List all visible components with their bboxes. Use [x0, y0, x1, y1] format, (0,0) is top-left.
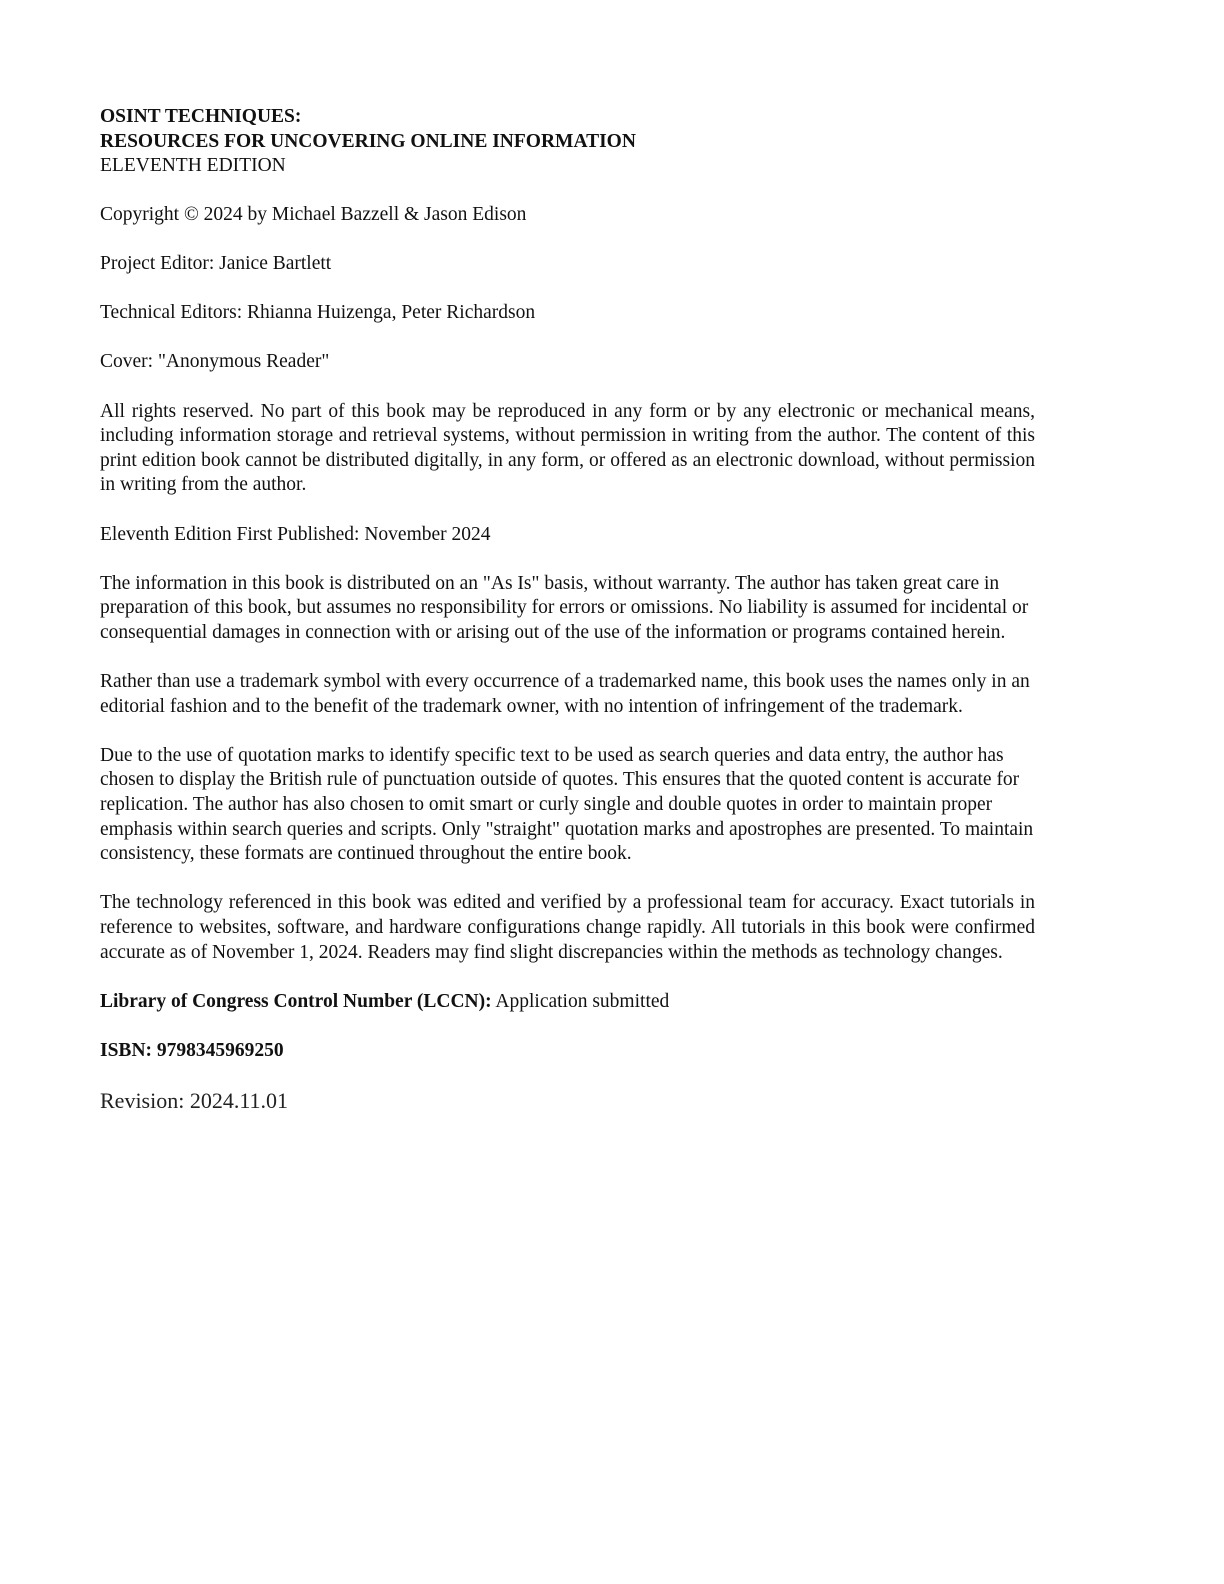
lccn-line — [100, 990, 1035, 1015]
quotation-paragraph: Due to the use of quotation marks to identify specific text to be used as search queries and data entry, the author has chosen to display the British rule of punctuation outside of quotes. This ensures that the quoted content is accurate for replication. The author has also chosen to omit smart or curly single and double quotes in order to maintain proper emphasis within search queries and scripts. Only "straight" quotation marks and apostrophes are presented. To maintain consistency, these formats are continued throughout the entire book. — [100, 744, 1034, 865]
isbn-line: ISBN: 9798345969250 — [100, 1039, 284, 1061]
revision-line: Revision: 2024.11.01 — [100, 1088, 289, 1114]
copyright-page — [100, 105, 1035, 1139]
technology-paragraph: The technology referenced in this book was edited and verified by a professional team for accuracy. Exact tutorials in reference to websites, software, and hardware configurations change rapidly. All tutorials in this book were confirmed accurate as of November 1, 2024. Readers may find slight discrepancies within the methods as technology changes. — [100, 892, 1035, 963]
project-editor: Project Editor: Janice Bartlett — [100, 252, 332, 274]
copyright-notice: Copyright © 2024 by Michael Bazzell & Jason Edison — [100, 203, 527, 225]
lccn-value: Application submitted — [491, 990, 670, 1012]
technical-editors: Technical Editors: Rhianna Huizenga, Peter Richardson — [100, 302, 536, 324]
rights-paragraph: All rights reserved. No part of this book may be reproduced in any form or by any electronic or mechanical means, including information storage and retrieval systems, without permission in writing from the author. The content of this print edition book cannot be distributed digitally, in any form, or offered as an electronic download, without permission in writing from the author. — [100, 400, 1035, 496]
lccn-label: Library of Congress Control Number (LCCN): — [100, 990, 492, 1012]
warranty-paragraph: The information in this book is distributed on an "As Is" basis, without warranty. The author has taken great care in preparation of this book, but assumes no responsibility for errors or omissions. No liability is assumed for incidental or consequential damages in connection with or arising out of the use of the information or programs contained herein. — [100, 572, 1029, 643]
publication-date: Eleventh Edition First Published: November 2024 — [100, 523, 491, 545]
trademark-paragraph: Rather than use a trademark symbol with every occurrence of a trademarked name, this book uses the names only in an editorial fashion and to the benefit of the trademark owner, with no intention of infringement of the trademark. — [100, 671, 1030, 717]
book-title-line-2: RESOURCES FOR UNCOVERING ONLINE INFORMATION — [100, 130, 636, 152]
cover-credit: Cover: "Anonymous Reader" — [100, 351, 330, 373]
edition-label: ELEVENTH EDITION — [100, 155, 286, 177]
title-block — [100, 105, 1035, 179]
book-title-line-1: OSINT TECHNIQUES: — [100, 106, 302, 127]
